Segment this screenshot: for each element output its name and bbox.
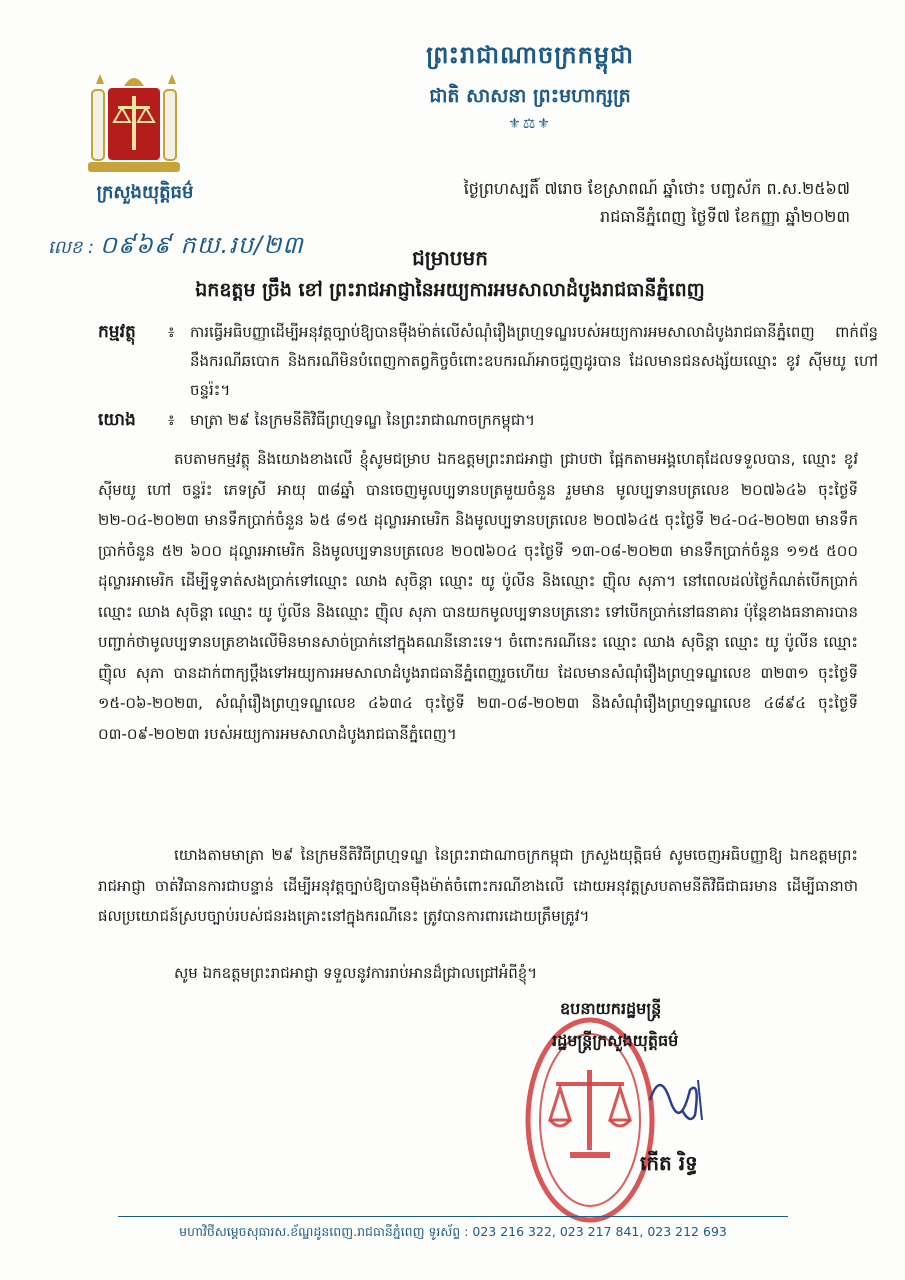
salutation-heading: ជម្រាបមក [412,246,488,270]
ornament-divider: ⚜⚖⚜ [508,116,552,132]
signatory-name: កើត រិទ្ធ [640,1151,698,1175]
subject-block [98,318,878,405]
recipient-line: ឯកឧត្តម ច្រឹង ខៅ ព្រះរាជអាជ្ញានៃអយ្យការអមសាលាដំបូងរាជធានីភ្នំពេញ [195,279,705,301]
solar-date: រាជធានីភ្នំពេញ ថ្ងៃទី៧ ខែកញ្ញា ឆ្នាំ២០២៣ [600,207,850,226]
lunar-date: ថ្ងៃព្រហស្បតិ៍ ៧រោច ខែស្រាពណ៍ ឆ្នាំថោះ បញ្ចស័ក ព.ស.២៥៦៧ [463,179,850,198]
signatory-title-1: ឧបនាយករដ្ឋមន្ត្រី [560,999,662,1018]
body-paragraph-1: តបតាមកម្មវត្ថុ និងយោងខាងលើ ខ្ញុំសូមជម្រាប ឯកឧត្តមព្រះរាជអាជ្ញា ជ្រាបថា ផ្អែកតាមអង្គហេតុដែលទទួលបាន, ឈ្មោះ ខូវ ស៊ីមយូ ហៅ ចន្ទរ៉ះ ភេទស្រី អាយុ ៣៨ឆ្នាំ បានចេញមូលប្បទានបត្រមួយចំនួន រួមមាន មូលប្បទានបត្រលេខ ២០៧៦៤៦ ចុះថ្ងៃទី ២២-០៤-២០២៣ មានទឹកប្រាក់ចំនួន ៦៥ ៨១៥ ដុល្លារអាមេរិក និងមូលប្បទានបត្រលេខ ២០៧៦៤៥ ចុះថ្ងៃទី ២៤-០៤-២០២៣ មានទឹកប្រាក់ចំនួន ៥២ ៦០០ ដុល្លារអាមេរិក និងមូលប្បទានបត្រលេខ ២០៧៦០៤ ចុះថ្ងៃទី ១៣-០៨-២០២៣ មានទឹកប្រាក់ចំនួន ១១៥ ៥០០ ដុល្លារអាមេរិក ដើម្បីទូទាត់សងប្រាក់ទៅឈ្មោះ ឈាង សុចិន្តា ឈ្មោះ យូ ប៉ូលីន និងឈ្មោះ ញ៉ិល សុភា។ នៅពេលដល់ថ្ងៃកំណត់បើកប្រាក់ ឈ្មោះ ឈាង សុចិន្តា ឈ្មោះ យូ ប៉ូលីន និងឈ្មោះ ញ៉ិល សុភា បានយកមូលប្បទានបត្រនោះ ទៅបើកប្រាក់នៅធនាគារ ប៉ុន្តែខាងធនាគារបានបញ្ជាក់ថាមូលប្បទានបត្រខាងលើមិនមានសាច់ប្រាក់នៅក្នុងគណនីនោះទេ។ ចំពោះករណីនេះ ឈ្មោះ ឈាង សុចិន្តា ឈ្មោះ យូ ប៉ូលីន ឈ្មោះ ញ៉ិល សុភា បានដាក់ពាក្យប្តឹងទៅអយ្យការអមសាលាដំបូងរាជធានីភ្នំពេញរួចហើយ ដែលមានសំណុំរឿងព្រហ្មទណ្ឌលេខ ៣២៣១ ចុះថ្ងៃទី ១៥-០៦-២០២៣, សំណុំរឿងព្រហ្មទណ្ឌលេខ ៤៦៣៤ ចុះថ្ងៃទី ២៣-០៨-២០២៣ និងសំណុំរឿងព្រហ្មទណ្ឌលេខ ៤៨៩៤ ចុះថ្ងៃទី ០៣-០៩-២០២៣ របស់អយ្យការអមសាលាដំបូងរាជធានីភ្នំពេញ។ [98,450,858,743]
subject-label: កម្មវត្ថុ [98,322,136,342]
closing-line: សូម ឯកឧត្តមព្រះរាជអាជ្ញា ទទួលនូវការរាប់អានដ៏ជ្រាលជ្រៅអំពីខ្ញុំ។ [174,964,538,982]
reference-value: ០៩៦៩ កយ.រប/២៣ [99,231,304,259]
signatory-title-2: រដ្ឋមន្ត្រីក្រសួងយុត្តិធម៌ [552,1031,679,1050]
footer-address: មហាវិថីសម្តេចសុធារស.ខ័ណ្ឌដូនពេញ.រាជធានីភ្នំពេញ ទូរស័ព្ទ : 023 216 322, 023 217 841, 023 212 693 [179,1224,727,1239]
subject-colon: ៖ [168,323,175,341]
reference-label: លេខ : [48,237,95,258]
ministry-emblem-icon [78,70,190,178]
ministry-name: ក្រសួងយុត្តិធម៌ [96,182,194,203]
reference-block-label: យោង [98,410,136,430]
footer-divider [118,1216,788,1217]
subject-text: ការធ្វើអធិបញ្ញាដើម្បីអនុវត្តច្បាប់ឱ្យបានម៉ឺងម៉ាត់លើសំណុំរឿងព្រហ្មទណ្ឌរបស់អយ្យការអមសាលាដំបូងរាជធានីភ្នំពេញ ពាក់ព័ន្ធនឹងករណីឆបោក និងករណីមិនបំពេញកាតព្វកិច្ចចំពោះឧបករណ៍អាចជួញដូរបាន ដែលមានជនសង្ស័យឈ្មោះ ខូវ ស៊ីមយូ ហៅ ចន្ទរ៉ះ។ [190,323,878,399]
reference-colon: ៖ [168,411,175,429]
reference-text: មាត្រា ២៩ នៃក្រមនីតិវិធីព្រហ្មទណ្ឌ នៃព្រះរាជាណាចក្រកម្ពុជា។ [190,411,535,429]
handwritten-signature-icon [640,1060,720,1130]
body-paragraph-2: យោងតាមមាត្រា ២៩ នៃក្រមនីតិវិធីព្រហ្មទណ្ឌ នៃព្រះរាជាណាចក្រកម្ពុជា ក្រសួងយុត្តិធម៌ សូមចេញអធិបញ្ញាឱ្យ ឯកឧត្តមព្រះរាជអាជ្ញា ចាត់វិធានការជាបន្ទាន់ ដើម្បីអនុវត្តច្បាប់ឱ្យបានម៉ឺងម៉ាត់ចំពោះករណីខាងលើ ដោយអនុវត្តស្របតាមនីតិវិធីជាធរមាន ដើម្បីធានាថា ផលប្រយោជន៍ស្របច្បាប់របស់ជនរងគ្រោះនៅក្នុងករណីនេះ ត្រូវបានការពារដោយត្រឹមត្រូវ។ [98,846,858,925]
kingdom-heading: ព្រះរាជាណាចក្រកម្ពុជា [426,41,634,69]
reference-block [98,406,878,435]
national-motto: ជាតិ សាសនា ព្រះមហាក្សត្រ [429,85,631,107]
